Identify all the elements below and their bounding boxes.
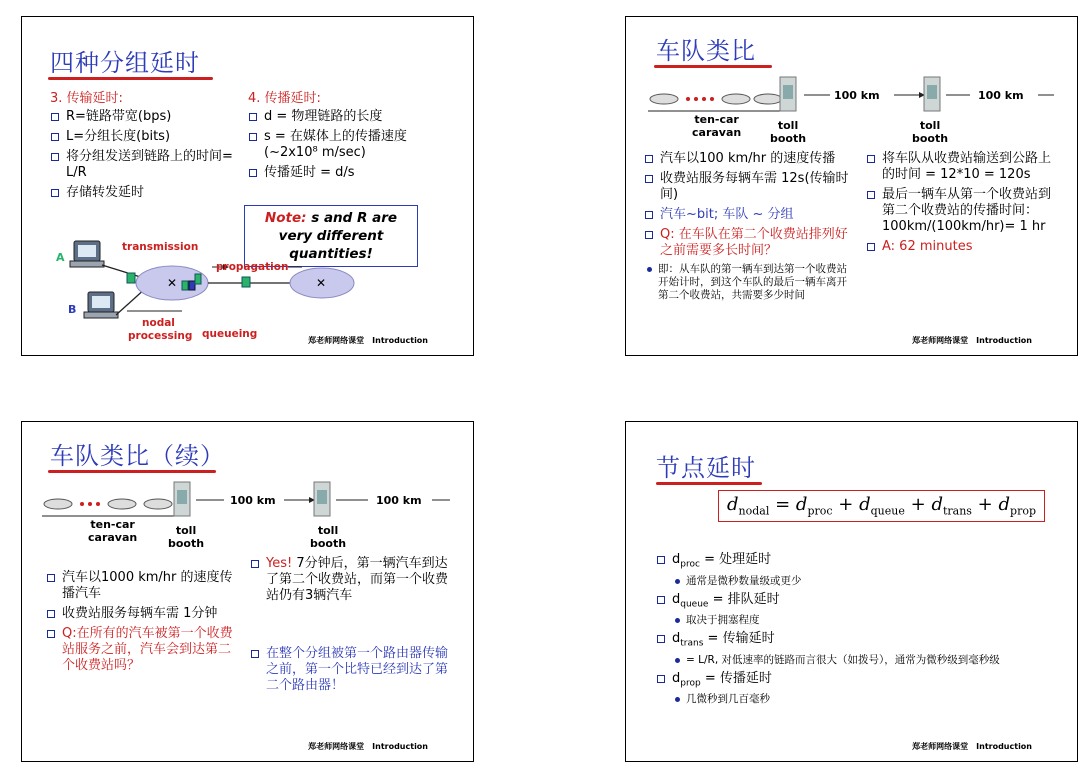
caravan-label: [88, 518, 137, 544]
sub-bullet-item: = L/R, 对低速率的链路而言很大（如拨号），通常为微秒级到毫秒级: [672, 654, 1056, 667]
bullet-item: 传播延时 = d/s: [248, 165, 458, 181]
toll-booth-label: [770, 119, 806, 145]
delay-subscript: proc: [680, 559, 700, 570]
bullet-item: [656, 671, 1056, 707]
host-a-computer-icon: [70, 241, 104, 267]
formula-term: d: [859, 494, 871, 515]
footer-en: Introduction: [372, 336, 428, 345]
bullet-item: [656, 631, 1056, 667]
delay-symbol: d: [672, 631, 681, 647]
slide-title: 节点延时: [656, 454, 756, 482]
slide-caravan-analogy-cont: [21, 421, 474, 762]
footer-en: Introduction: [372, 742, 428, 751]
slide-nodal-delay: [625, 421, 1078, 762]
formula-operator: =: [775, 494, 791, 515]
formula-operator: +: [838, 494, 854, 515]
bullet-item: 最后一辆车从第一个收费站到第二个收费站的传播时间： 100km/(100km/hr)= 1 hr: [866, 187, 1056, 235]
distance-label: 100 km: [978, 89, 1024, 102]
bullet-item: 在整个分组被第一个路由器传输之前，第一个比特已经到达了第二个路由器！: [250, 646, 456, 694]
host-b-label: B: [68, 303, 77, 316]
slide-packet-delays: [21, 16, 474, 356]
car-icon: [722, 94, 750, 104]
formula-term: d: [998, 494, 1011, 515]
footer-en: Introduction: [976, 742, 1032, 751]
delay-description: = 传输延时: [703, 631, 775, 647]
bullet-item: 收费站服务每辆车需 12s(传输时间): [644, 171, 852, 203]
bullet-item: 汽车以1000 km/hr 的速度传播汽车: [46, 570, 236, 602]
bullet-item: s = 在媒体上的传播速度 (~2x10⁸ m/sec): [248, 129, 458, 161]
delay-symbol: d: [672, 591, 681, 607]
yes-text: 7分钟后，第一辆汽车到达了第二个收费站，而第一个收费站仍有3辆汽车: [266, 556, 449, 603]
formula-term: d: [727, 494, 739, 515]
delay-subscript: prop: [680, 678, 701, 689]
nodal-delay-formula: [718, 490, 1045, 522]
bullet-item: 将分组发送到链路上的时间= L/R: [50, 149, 250, 181]
bullet-item: [656, 552, 1056, 588]
car-icon: [650, 94, 678, 104]
toll-booth-label: [912, 119, 948, 145]
bullet-item: Q: 在车队在第二个收费站排列好之前需要多长时间？: [644, 227, 852, 259]
formula-subscript: proc: [807, 504, 833, 518]
bullet-item: [250, 556, 456, 604]
bullet-item: 汽车以100 km/hr 的速度传播: [644, 151, 852, 167]
formula-subscript: nodal: [738, 504, 770, 518]
title-underline: [656, 482, 762, 485]
slide-footer: [912, 335, 1032, 346]
car-icon: [144, 499, 172, 509]
delay-subscript: trans: [680, 638, 704, 649]
delay-description: = 处理延时: [699, 552, 772, 567]
formula-operator: +: [910, 494, 926, 515]
footer-cn: 郑老师网络课堂: [912, 336, 969, 345]
toll-label-line: toll: [175, 524, 197, 537]
toll-label-line: booth: [770, 132, 807, 145]
note-label: Note:: [264, 210, 307, 226]
router-icon: ✕: [167, 276, 178, 290]
delay-symbol: d: [672, 552, 681, 567]
left-column: [46, 570, 236, 678]
toll-booth-label: [310, 524, 346, 550]
caravan-label-line: caravan: [692, 126, 742, 139]
toll-label-line: toll: [919, 119, 941, 132]
distance-label: 100 km: [376, 494, 422, 507]
toll-label-line: toll: [777, 119, 799, 132]
delay-description: = 排队延时: [708, 591, 780, 607]
caravan-label: [692, 113, 741, 139]
sub-bullet-item: 取决于拥塞程度: [672, 614, 1056, 627]
toll-booth-icon: [780, 77, 796, 111]
slide-title: 车队类比: [656, 37, 756, 65]
host-a-label: A: [56, 251, 65, 264]
host-b-computer-icon: [84, 292, 118, 318]
left-column: [644, 151, 852, 304]
toll-label-line: booth: [912, 132, 949, 145]
footer-cn: 郑老师网络课堂: [308, 336, 365, 345]
distance-label: 100 km: [230, 494, 276, 507]
bullet-item: A: 62 minutes: [866, 239, 1056, 255]
queueing-label: queueing: [202, 328, 258, 340]
yes-label: Yes!: [266, 556, 293, 571]
formula-operator: +: [977, 494, 993, 515]
toll-booth-icon: [174, 482, 190, 516]
slide-footer: [308, 741, 428, 752]
caravan-label-line: caravan: [88, 531, 138, 544]
delay-components: [656, 552, 1056, 710]
slide-footer: [912, 741, 1032, 752]
formula-term: d: [795, 494, 808, 515]
router-icon: ✕: [316, 276, 327, 290]
car-icon: [754, 94, 782, 104]
propagation-header: 4. 传播延时:: [248, 91, 321, 106]
bullet-item: R=链路带宽(bps): [50, 109, 250, 125]
toll-label-line: booth: [168, 537, 205, 550]
transmission-label: transmission: [122, 241, 199, 253]
note-text: s and R are very different quantities!: [278, 210, 398, 262]
sub-bullet-item: 即：从车队的第一辆车到达第一个收费站开始计时，到这个车队的最后一辆车离开第二个收费站，共需要多少时间: [644, 263, 852, 302]
bullet-item: [656, 592, 1056, 628]
footer-en: Introduction: [976, 336, 1032, 345]
bullet-item: Q:在所有的汽车被第一个收费站服务之前，汽车会到达第二个收费站吗？: [46, 626, 236, 674]
car-icon: [44, 499, 72, 509]
bullet-item: d = 物理链路的长度: [248, 109, 458, 125]
footer-cn: 郑老师网络课堂: [912, 742, 969, 751]
sub-bullet-item: 几微秒到几百毫秒: [672, 693, 1056, 706]
title-underline: [48, 470, 216, 473]
bullet-item: L=分组长度(bits): [50, 129, 250, 145]
delay-description: = 传播延时: [700, 670, 772, 686]
caravan-label-line: ten-car: [90, 518, 135, 531]
nodal-label: nodal: [142, 317, 175, 329]
right-column: [250, 556, 456, 698]
formula-subscript: queue: [870, 504, 905, 518]
delay-subscript: queue: [680, 599, 709, 610]
toll-booth-icon: [314, 482, 330, 516]
right-column: [866, 151, 1056, 259]
propagation-delay-block: [248, 87, 458, 185]
bullet-item: 收费站服务每辆车需 1分钟: [46, 606, 236, 622]
propagation-label: propagation: [216, 261, 289, 273]
bullet-item: 存储转发延时: [50, 185, 250, 201]
slide-title: 车队类比（续）: [50, 442, 225, 470]
processing-label: processing: [128, 330, 193, 342]
toll-booth-label: [168, 524, 204, 550]
slide-title: 四种分组延时: [50, 49, 200, 77]
car-icon: [108, 499, 136, 509]
formula-subscript: trans: [942, 504, 972, 518]
toll-label-line: toll: [317, 524, 339, 537]
transmission-delay-block: [50, 87, 250, 205]
toll-booth-icon: [924, 77, 940, 111]
slide-footer: [308, 335, 428, 346]
bullet-item: 汽车~bit; 车队 ~ 分组: [644, 207, 852, 223]
distance-label: 100 km: [834, 89, 880, 102]
sub-bullet-item: 通常是微秒数量级或更少: [672, 575, 1056, 588]
slide-caravan-analogy: [625, 16, 1078, 356]
transmission-header: 3. 传输延时:: [50, 91, 123, 106]
toll-label-line: booth: [310, 537, 347, 550]
title-underline: [654, 65, 772, 68]
delay-symbol: d: [672, 670, 681, 686]
footer-cn: 郑老师网络课堂: [308, 742, 365, 751]
caravan-label-line: ten-car: [694, 113, 739, 126]
formula-term: d: [931, 494, 943, 515]
title-underline: [48, 77, 213, 80]
bullet-item: 将车队从收费站输送到公路上的时间 = 12*10 = 120s: [866, 151, 1056, 183]
formula-subscript: prop: [1010, 504, 1036, 518]
